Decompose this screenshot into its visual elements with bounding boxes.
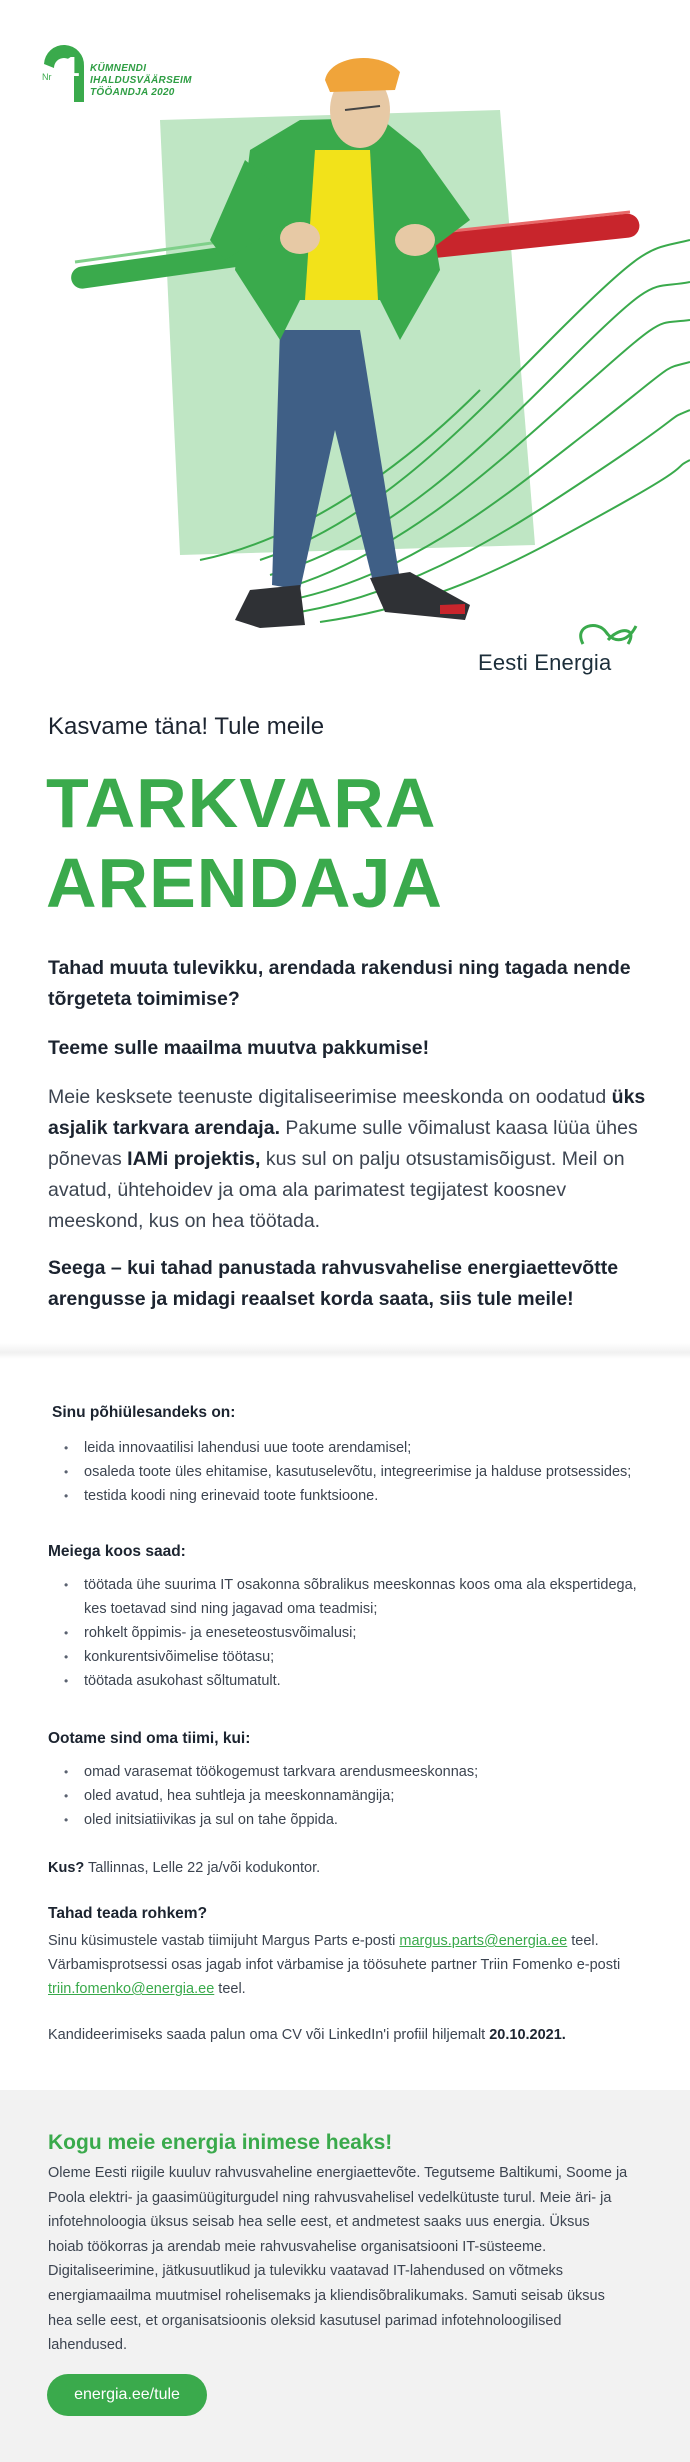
award-line-1: KÜMNENDI [90,63,147,74]
section-divider [0,1343,690,1359]
brand-name: Eesti Energia [478,650,612,675]
location-line [48,1856,648,1880]
deadline-line: Kandideerimiseks saada palun oma CV või LinkedIn'i profiil hiljemalt 20.10.2021. [48,2027,566,2043]
list-item: • leida innovaatilisi lahendusi uue toote arendamisel; [64,1436,654,1460]
list-item: • oled avatud, hea suhtleja ja meeskonnamängija; [64,1784,654,1808]
title-line-2: ARENDAJA [46,844,443,922]
list-item: • osaleda toote üles ehitamise, kasutuselevõtu, integreerimise ja halduse protsessides; [64,1460,654,1484]
list-item: • konkurentsivõimelise töötasu; [64,1645,654,1669]
lead-offer: Teeme sulle maailma muutva pakkumise! [48,1037,430,1059]
offer-list [64,1573,654,1693]
location-label: Kus? [48,1860,85,1876]
hero-section [0,0,690,690]
email-link-triin[interactable]: triin.fomenko@energia.ee [48,1981,215,1997]
svg-text:1: 1 [64,51,80,82]
eesti-energia-leaf-icon [478,620,644,650]
duties-list [64,1436,654,1508]
list-item: • oled initsiatiivikas ja sul on tahe õppida. [64,1808,654,1832]
lead-question: Tahad muuta tulevikku, arendada rakendusi ning tagada nende tõrgeteta toimimise? [48,957,631,1010]
list-item: • testida koodi ning erinevaid toote funktsioone. [64,1484,654,1508]
deadline-date: 20.10.2021. [489,2027,566,2043]
list-item: • omad varasemat töökogemust tarkvara arendusmeeskonnas; [64,1760,654,1784]
list-item: • töötada asukohast sõltumatult. [64,1669,654,1693]
award-badge-icon [38,36,92,106]
footer-body: Oleme Eesti riigile kuuluv rahvusvaheline energiaettevõte. Tegutseme Baltikumi, Soome ja Poola elektri- ja gaasimüügiturgudel ning rahvusvahelisel vedelkütuste turul. Meie äri- ja infotehnoloogia üksus seisab hea selle eest, et andmetest saaks uus energia. Üksus hoiab töökorras ja arendab meie rahvusvahelise organisatsiooni IT-süsteeme. Digitaliseerimine, jätkusuutlikud ja tulevikku vaatavad IT-lahendused on võtmeks energiamaailma muutmisel rohelisemaks ja kliendisõbralikumaks. Samuti seisab üksus hea selle eest, et organisatsioonis oleksid kasutusel parimad infotehnoloogilised lahendused. [48,2165,628,2354]
footer-title: Kogu meie energia inimese heaks! [48,2131,393,2154]
page-title [46,763,443,923]
contact-paragraph: Sinu küsimustele vastab tiimijuht Margus Parts e-posti margus.parts@energia.ee teel. Värbamisprotsessi osas jagab infot värbamise ja töösuhete partner Triin Fomenko e-posti triin.fomenko@energia.ee teel. [48,1933,621,1997]
expect-heading: Ootame sind oma tiimi, kui: [48,1730,251,1747]
award-line-3: TÖÖANDJA 2020 [90,87,175,98]
offer-heading: Meiega koos saad: [48,1543,186,1560]
duties-heading: Sinu põhiülesandeks on: [52,1404,236,1421]
contact-heading: Tahad teada rohkem? [48,1905,208,1922]
highlight-role: üks asjalik tarkvara arendaja. [48,1086,646,1139]
careers-link-button[interactable]: energia.ee/tule [47,2374,207,2416]
award-text [90,63,192,99]
kicker: Kasvame täna! Tule meile [48,713,325,740]
title-line-1: TARKVARA [46,764,437,842]
email-link-margus[interactable]: margus.parts@energia.ee [399,1933,568,1949]
intro-paragraph: Meie kesksete teenuste digitaliseerimise meeskonda on oodatud üks asjalik tarkvara arendaja. Pakume sulle võimalust kaasa lüüa ühes põnevas IAMi projektis, kus sul on palju otsustamisõigust. Meil on avatud, ühtehoidev ja oma ala parimatest tegijatest koosnev meeskond, kus on hea töötada. [48,1086,646,1232]
location-value: Tallinnas, Lelle 22 ja/või kodukontor. [84,1860,321,1876]
svg-text:Nr: Nr [42,72,52,82]
man-connecting-cables-illustration [0,0,690,690]
list-item: • töötada ühe suurima IT osakonna sõbralikus meeskonnas koos oma ala ekspertidega, kes toetavad sind ning jagavad oma teadmisi; [64,1573,654,1621]
award-line-2: IHALDUSVÄÄRSEIM [90,75,192,86]
lead-call-to-action: Seega – kui tahad panustada rahvusvahelise energiaettevõtte arengusse ja midagi reaalset korda saata, siis tule meile! [48,1257,619,1310]
highlight-project: IAMi projektis, [127,1148,261,1170]
expect-list [64,1760,654,1832]
list-item: • rohkelt õppimis- ja eneseteostusvõimalusi; [64,1621,654,1645]
